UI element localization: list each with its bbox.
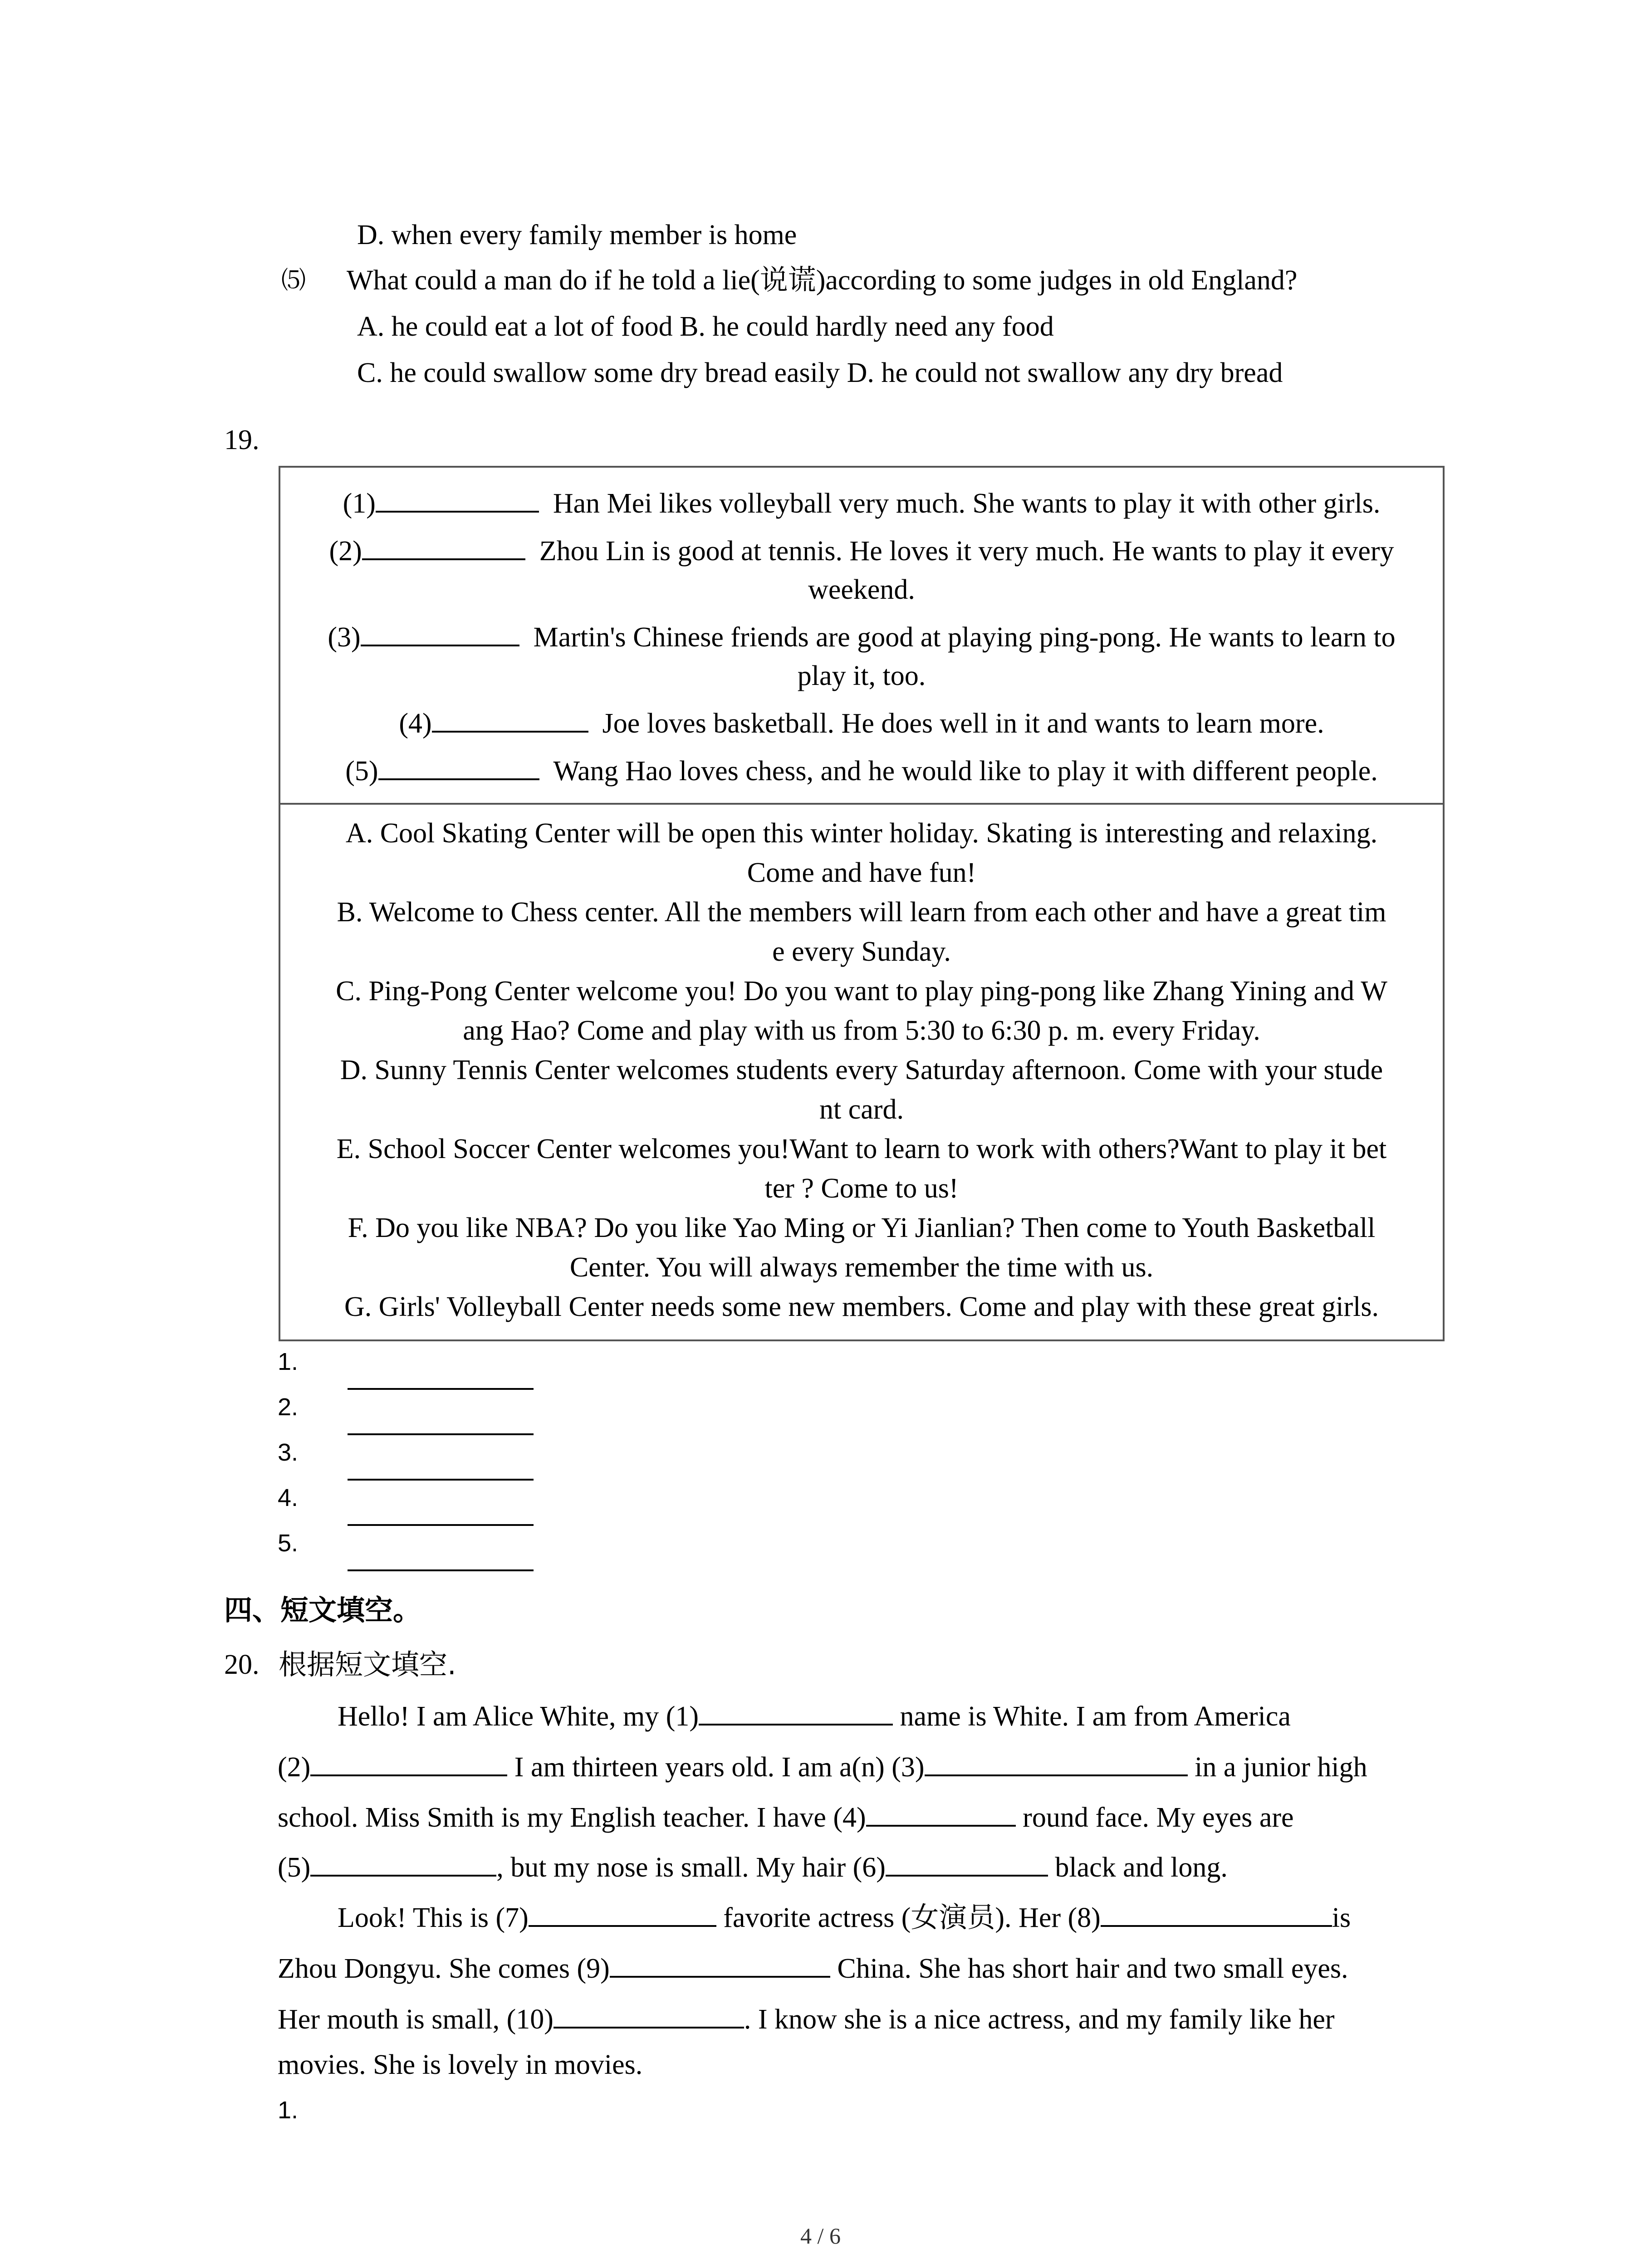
blank-4[interactable] [866, 1799, 1016, 1827]
ad-d-line2: nt card. [819, 1094, 904, 1125]
q20-number: 20. [224, 1649, 260, 1680]
blank-1[interactable] [699, 1698, 893, 1725]
blank-5[interactable] [310, 1849, 496, 1877]
q18-5-question: What could a man do if he told a lie(说谎)according to some judges in old England? [347, 265, 1298, 296]
q20-answer-label-1: 1. [278, 2097, 299, 2124]
answer-label-1: 1. [278, 1348, 299, 1375]
person-row-3-cont: play it, too. [797, 660, 926, 691]
ad-b-line1: B. Welcome to Chess center. All the members will learn from each other and have a great tim [337, 897, 1386, 928]
para1-line1: Hello! I am Alice White, my (1) name is White. I am from America [338, 1698, 1291, 1735]
answer-blank[interactable] [378, 753, 539, 780]
table-divider [279, 803, 1445, 805]
ad-a-line1: A. Cool Skating Center will be open this winter holiday. Skating is interesting and relaxing. [345, 818, 1378, 849]
para2-line4: movies. She is lovely in movies. [278, 2049, 643, 2080]
ad-a-line2: Come and have fun! [747, 857, 976, 888]
ad-e-line2: ter ? Come to us! [764, 1173, 959, 1204]
blank-6[interactable] [886, 1849, 1048, 1877]
ad-d-line1: D. Sunny Tennis Center welcomes students every Saturday afternoon. Come with your stude [340, 1055, 1383, 1085]
answer-label-4: 4. [278, 1484, 299, 1511]
person-row-4: (4) Joe loves basketball. He does well in it and wants to learn more. [279, 705, 1445, 742]
q18-option-d: D. when every family member is home [357, 220, 797, 250]
answer-label-5: 5. [278, 1530, 299, 1557]
ad-f-line2: Center. You will always remember the time with us. [569, 1252, 1154, 1283]
answer-line-5[interactable] [348, 1569, 534, 1571]
answer-blank[interactable] [362, 533, 525, 560]
blank-7[interactable] [529, 1900, 716, 1927]
para2-line3: Her mouth is small, (10) . I know she is a nice actress, and my family like her [278, 2001, 1334, 2038]
q20-instruction: 根据短文填空. [279, 1648, 456, 1681]
para1-line3: school. Miss Smith is my English teacher. I have (4) round face. My eyes are [278, 1799, 1294, 1836]
answer-blank[interactable] [361, 619, 519, 646]
person-row-5: (5) Wang Hao loves chess, and he would like to play it with different people. [279, 753, 1445, 789]
blank-2[interactable] [310, 1749, 507, 1776]
answer-line-2[interactable] [348, 1433, 534, 1435]
answer-label-3: 3. [278, 1439, 299, 1466]
ad-g-line1: G. Girls' Volleyball Center needs some new members. Come and play with these great girls. [344, 1291, 1379, 1322]
ad-b-line2: e every Sunday. [772, 936, 951, 967]
answer-line-3[interactable] [348, 1479, 534, 1481]
ad-c-line1: C. Ping-Pong Center welcome you! Do you want to play ping-pong like Zhang Yining and W [336, 976, 1387, 1007]
q18-5-options-cd: C. he could swallow some dry bread easily D. he could not swallow any dry bread [357, 357, 1283, 388]
page-number: 4 / 6 [800, 2223, 841, 2248]
ad-f-line1: F. Do you like NBA? Do you like Yao Ming or Yi Jianlian? Then come to Youth Basketball [348, 1212, 1376, 1243]
person-row-2: (2) Zhou Lin is good at tennis. He loves it very much. He wants to play it every [279, 533, 1445, 569]
blank-3[interactable] [925, 1749, 1188, 1776]
answer-blank[interactable] [432, 705, 588, 733]
answer-label-2: 2. [278, 1393, 299, 1421]
section-heading: 四、短文填空。 [224, 1593, 421, 1627]
blank-10[interactable] [554, 2001, 744, 2028]
para1-line2: (2) I am thirteen years old. I am a(n) (3) in a junior high [278, 1749, 1367, 1785]
para2-line1: Look! This is (7) favorite actress (女演员). Her (8) is [338, 1900, 1351, 1936]
blank-8[interactable] [1101, 1900, 1332, 1927]
ad-e-line1: E. School Soccer Center welcomes you!Want to learn to work with others?Want to play it bet [336, 1134, 1387, 1164]
blank-9[interactable] [610, 1950, 830, 1978]
q18-5-number: ⑸ [281, 267, 306, 294]
q19-number: 19. [224, 425, 260, 455]
q18-5-options-ab: A. he could eat a lot of food B. he could hardly need any food [357, 311, 1054, 342]
ad-c-line2: ang Hao? Come and play with us from 5:30 to 6:30 p. m. every Friday. [463, 1015, 1260, 1046]
answer-blank[interactable] [376, 485, 539, 513]
answer-line-4[interactable] [348, 1524, 534, 1526]
para2-line2: Zhou Dongyu. She comes (9) China. She has short hair and two small eyes. [278, 1950, 1348, 1987]
person-row-3: (3) Martin's Chinese friends are good at playing ping-pong. He wants to learn to [279, 619, 1445, 655]
answer-line-1[interactable] [348, 1388, 534, 1390]
person-row-1: (1) Han Mei likes volleyball very much. She wants to play it with other girls. [279, 485, 1445, 522]
para1-line4: (5) , but my nose is small. My hair (6) black and long. [278, 1849, 1228, 1886]
person-row-2-cont: weekend. [808, 574, 915, 605]
